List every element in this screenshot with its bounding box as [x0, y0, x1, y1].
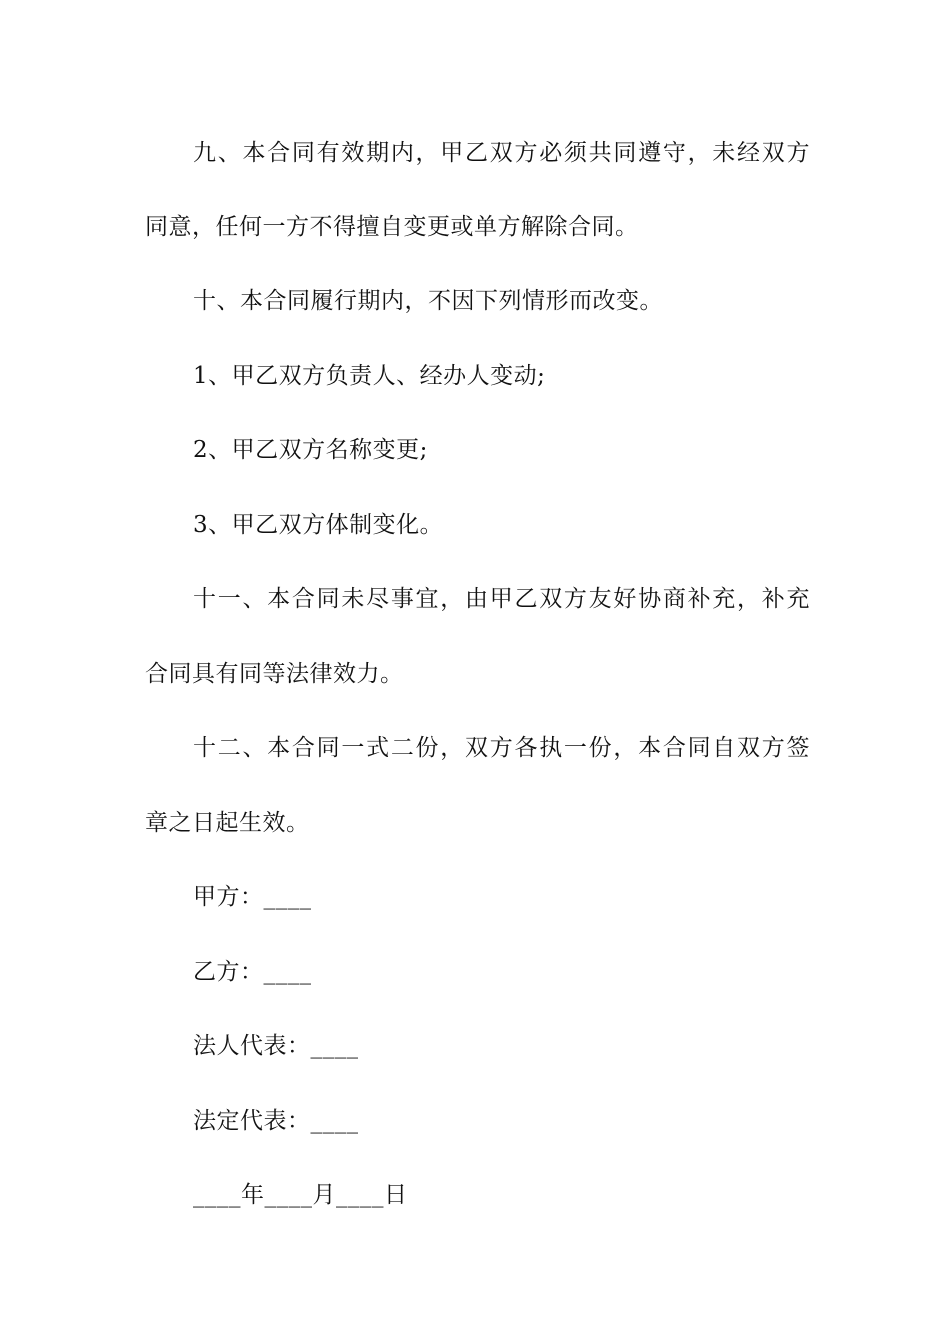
- clause-10-item-1: 1、甲乙双方负责人、经办人变动;: [193, 363, 546, 389]
- clause-12-line-2: 章之日起生效。: [145, 810, 310, 836]
- clause-11-line-1: 十一、本合同未尽事宜，由甲乙双方友好协商补充，补充: [193, 586, 810, 612]
- legal-representative-line: 法定代表：____: [193, 1108, 359, 1134]
- clause-9-line-1: 九、本合同有效期内，甲乙双方必须共同遵守，未经双方: [193, 140, 810, 166]
- party-b-signature-line: 乙方：____: [193, 959, 312, 985]
- clause-10-item-3: 3、甲乙双方体制变化。: [193, 512, 444, 538]
- clause-10: 十、本合同履行期内，不因下列情形而改变。: [193, 288, 663, 314]
- clause-10-item-2: 2、甲乙双方名称变更;: [193, 437, 428, 463]
- clause-11-line-2: 合同具有同等法律效力。: [145, 661, 404, 687]
- date-line: ____年____月____日: [193, 1182, 408, 1208]
- clause-9-line-2: 同意，任何一方不得擅自变更或单方解除合同。: [145, 214, 639, 240]
- legal-person-representative-line: 法人代表：____: [193, 1033, 359, 1059]
- clause-12-line-1: 十二、本合同一式二份，双方各执一份，本合同自双方签: [193, 735, 810, 761]
- party-a-signature-line: 甲方：____: [193, 884, 312, 910]
